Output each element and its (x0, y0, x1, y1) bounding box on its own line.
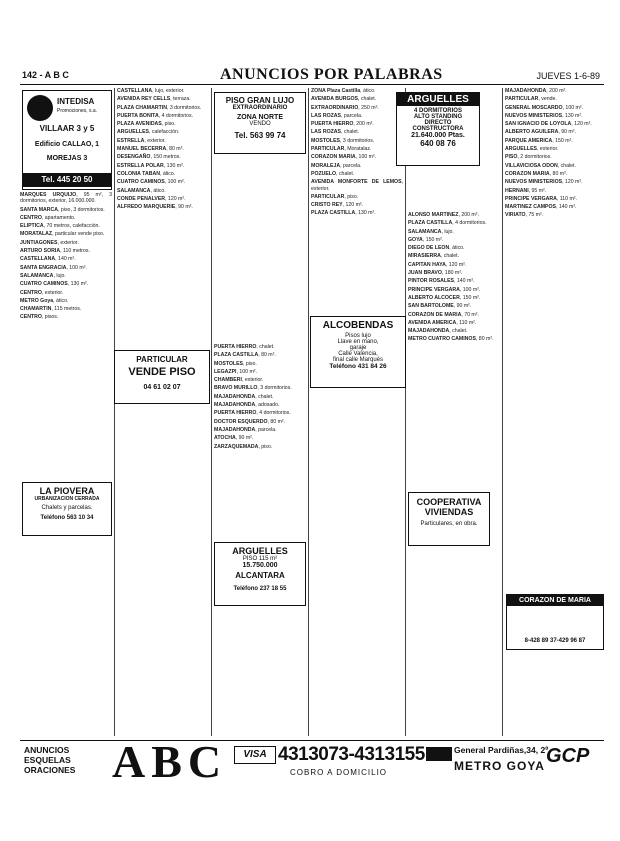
classified-ad: CAPITAN HAYA, 120 m². (408, 261, 467, 268)
classified-ad: DESENGAÑO, 150 metros. (117, 154, 181, 161)
intedisa-logo (27, 95, 53, 121)
ad-line: CORAZON DE MARIA (507, 595, 603, 606)
classified-ad: MIRASIERRA, chalet. (408, 253, 460, 260)
column-rule (502, 88, 503, 736)
ad-line: CONSTRUCTORA (412, 126, 464, 132)
ad-line: VENDO (249, 121, 271, 127)
classified-ad: JUNTIAGONES, exterior. (20, 239, 79, 246)
ad-line: ARGUELLES (232, 546, 288, 556)
intedisa-line: Edificio CALLAO, 1 (34, 141, 100, 148)
ad-line: URBANIZACION CERRADA (34, 496, 100, 502)
ad-line: LA PIOVERA (39, 486, 95, 496)
classified-ad: CUATRO CAMINOS, 130 m². (20, 281, 89, 288)
classified-ad: PISO, 2 dormitorios. (505, 154, 552, 161)
ad-phone: 640 08 76 (420, 139, 456, 148)
ad-line: ALTO STANDING (413, 114, 463, 120)
classified-ad: DIEGO DE LEON, ático. (408, 245, 465, 252)
classified-ad: PINTOR ROSALES, 140 m². (408, 278, 475, 285)
ad-intedisa (22, 90, 112, 190)
classified-ad: MAJADAHONDA, chalet. (214, 393, 274, 400)
classified-ad: SANTA ENGRACIA, 100 m². (20, 264, 87, 271)
classified-ad: SALAMANCA, lujo. (408, 228, 454, 235)
classified-ad: PUERTA HIERRO, 200 m². (311, 121, 374, 128)
ad-line: 15.750.000 (242, 562, 278, 569)
ad-arguelles-alcantara (214, 542, 306, 606)
footer-address: General Pardiñas,34, 2º (454, 745, 549, 755)
ad-line: ARGUELLES (397, 93, 479, 106)
ad-line: Pisos lujo (345, 333, 371, 339)
classified-ad: EXTRAORDINARIO, 250 m². (311, 104, 379, 111)
classified-ad: VIRIATO, 75 m². (505, 212, 544, 219)
footer-category: ESQUELAS (24, 755, 71, 765)
classified-ad: SALAMANCA, lujo. (20, 272, 66, 279)
ad-line: PARTICULAR (136, 355, 188, 364)
classified-ad: CRISTO REY, 120 m². (311, 202, 364, 209)
classified-ad: METRO CUATRO CAMINOS, 80 m². (408, 336, 494, 343)
ad-arguelles (396, 92, 480, 166)
classified-ad: MANUEL BECERRA, 80 m². (117, 146, 184, 153)
page-footer (20, 736, 604, 787)
gcp-logo: GCP (546, 745, 590, 767)
classified-ad: SAN IGNACIO DE LOYOLA, 120 m². (505, 121, 592, 128)
footer-category: ANUNCIOS (24, 745, 70, 755)
column-3 (214, 344, 306, 736)
classified-ad: ZARZAQUEMADA, piso. (214, 443, 273, 450)
classified-ad: PRINCIPE VERGARA, 110 m². (505, 195, 577, 202)
classified-ad: PRINCIPE VERGARA, 100 m². (408, 286, 481, 293)
classified-ad: NUEVOS MINISTERIOS, 130 m². (505, 112, 583, 119)
classified-ad: CASTELLANA, 140 m². (20, 256, 76, 263)
ad-line: ZONA NORTE (236, 114, 284, 121)
classified-ad: PARTICULAR, vende. (505, 96, 557, 103)
classified-ad: JUAN BRAVO, 180 m². (408, 270, 463, 277)
classified-ad: SAN BARTOLOME, 90 m². (408, 303, 472, 310)
ad-line: 4 DORMITORIOS (414, 108, 462, 114)
card-logo-icon (426, 747, 452, 761)
classified-ad: AVENIDA BURGOS, chalet. (311, 96, 377, 103)
page-title: ANUNCIOS POR PALABRAS (220, 66, 443, 83)
ad-line: COOPERATIVA (416, 497, 482, 507)
ad-phone: 04 61 02 07 (143, 384, 181, 391)
classified-ad: ELIPTICA, 70 metros, calefacción. (20, 223, 100, 230)
classified-ad: AVENIDA AMERICA, 110 m². (408, 319, 477, 326)
ad-line: DIRECTO (424, 120, 452, 126)
classified-ad: LAS ROZAS, chalet. (311, 129, 360, 136)
footer-metro: METRO GOYA (454, 759, 545, 773)
ad-line: VIVIENDAS (424, 507, 474, 517)
classified-ad: MAJADAHONDA, adosado. (214, 402, 280, 409)
ad-line: garaje (349, 345, 367, 351)
classified-ad: NUEVOS MINISTERIOS, 120 m². (505, 179, 583, 186)
ad-line: 21.640.000 Ptas. (411, 132, 465, 139)
intedisa-brand: INTEDISA (57, 97, 95, 106)
classified-ad: CENTRO, apartamento. (20, 214, 76, 221)
ad-particular-vende-piso (114, 350, 210, 404)
classified-ad: PLAZA CASTILLA, 4 dormitorios. (408, 220, 487, 227)
column-rule (405, 88, 406, 736)
classified-ad: MARTINEZ CAMPOS, 140 m². (505, 204, 577, 211)
ad-line: VENDE PISO (128, 366, 196, 378)
column-rule (211, 88, 212, 736)
intedisa-line: VILLAAR 3 y 5 (39, 124, 95, 133)
classified-ad: PUERTA HIERRO, 4 dormitorios. (214, 410, 291, 417)
visa-card-logo: VISA (234, 746, 276, 764)
classified-ad: GENERAL MOSCARDO, 100 m². (505, 104, 584, 111)
ad-alcobendas (310, 316, 406, 388)
classified-ad: PLAZA CASTILLA, 80 m². (214, 352, 276, 359)
footer-phones: 4313073-4313155 (278, 744, 425, 765)
classified-ad: CORAZON MARIA, 100 m². (311, 154, 377, 161)
classified-ad: PUERTA BONITA, 4 dormitorios. (117, 112, 194, 119)
column-2 (117, 88, 209, 736)
classified-ad: ESTRELLA POLAR, 130 m². (117, 162, 185, 169)
page-date: JUEVES 1-6-89 (536, 71, 600, 81)
ad-phone: Tel. 563 99 74 (234, 131, 286, 140)
classified-ad: ESTRELLA, exterior. (117, 137, 166, 144)
classified-ad: MARQUES URQUIJO, 95 m², 3 dormitorios, exterior, 16.000.000. (20, 192, 112, 205)
classified-ad: AVENIDA REY CELLS, terraza. (117, 96, 191, 103)
classified-ad: LEGAZPI, 100 m². (214, 368, 257, 375)
ad-line: ALCOBENDAS (322, 320, 394, 331)
classified-ad: PARTICULAR, Moratalaz. (311, 146, 372, 153)
ad-line: EXTRAORDINARIO (232, 105, 288, 111)
classified-ad: ARTURO SORIA, 110 metros. (20, 248, 90, 255)
classified-ad: ZONA Plaza Castilla, ático. (311, 88, 376, 94)
classified-ad: ATOCHA, 90 m². (214, 435, 254, 442)
classified-ad: CENTRO, exterior. (20, 289, 64, 296)
ad-cooperativa (408, 492, 490, 546)
classified-ad: CORAZON DE MARIA, 70 m². (408, 311, 479, 318)
classified-ad: ALFREDO MARQUERIE, 90 m². (117, 204, 193, 211)
ad-phone: Teléfono 563 10 34 (40, 515, 94, 521)
classified-ad: MAJADAHONDA, 200 m². (505, 88, 567, 94)
intedisa-phone: Tel. 445 20 50 (23, 173, 111, 187)
column-rule (308, 88, 309, 736)
ad-phone: 8-428 89 37-429 96 87 (524, 638, 586, 644)
classified-ad: PARTICULAR, piso. (311, 193, 359, 200)
classified-ad: ALBERTO AGUILERA, 90 m². (505, 129, 576, 136)
ad-phone: Teléfono 431 84 26 (329, 363, 387, 370)
ad-la-piovera (22, 482, 112, 536)
classified-ad: PARQUE AMERICA, 150 m². (505, 137, 573, 144)
classified-ad: BRAVO MURILLO, 3 dormitorios. (214, 385, 292, 392)
column-rule (114, 88, 115, 736)
classified-ad: CONDE PENALVER, 120 m². (117, 195, 186, 202)
classified-ad: CHAMBERI, exterior. (214, 377, 264, 384)
abc-logo: ABC (112, 736, 228, 787)
column-1 (20, 192, 112, 736)
ad-line: final calle Marqués (332, 357, 384, 363)
intedisa-line: MOREJAS 3 (46, 155, 88, 162)
classified-ad: GOYA, 150 m². (408, 236, 444, 243)
classified-ad: DOCTOR ESQUERDO, 80 m². (214, 418, 286, 425)
classified-ad: ARGUELLES, exterior. (505, 146, 559, 153)
ad-line: Particulares, en obra. (420, 521, 478, 527)
classified-ad: ALONSO MARTINEZ, 200 m². (408, 212, 479, 218)
footer-category: ORACIONES (24, 765, 76, 775)
classified-ad: LAS ROZAS, parcela. (311, 112, 363, 119)
classified-ad: MORALEJA, parcela. (311, 162, 362, 169)
classified-ad: CORAZON MARIA, 80 m². (505, 170, 568, 177)
ad-line: PISO 115 m² (242, 556, 278, 562)
classified-ad: PLAZA CHAMARTIN, 3 dormitorios. (117, 104, 202, 111)
page-number: 142 - A B C (22, 70, 69, 80)
classified-ad: MAJADAHONDA, parcela. (214, 426, 277, 433)
page-header (20, 66, 604, 85)
classified-ad: VILLAVICIOSA ODON, chalet. (505, 162, 576, 169)
classified-ad: ARGUELLES, calefacción. (117, 129, 180, 136)
classified-ad: AVENIDA MONFORTE DE LEMOS, exterior. (311, 179, 403, 192)
classified-ad: PLAZA CASTILLA, 130 m². (311, 210, 376, 217)
classified-ad: ALBERTO ALCOCER, 150 m². (408, 294, 481, 301)
ad-line: ALCANTARA (235, 571, 285, 580)
classified-ad: MOSTOLES, piso. (214, 360, 257, 367)
classified-ad: CENTRO, pisos. (20, 314, 59, 321)
footer-categories (24, 745, 75, 775)
intedisa-sub: Promociones, s.a. (57, 108, 98, 114)
column-4 (311, 88, 403, 736)
ad-line: PISO GRAN LUJO (225, 96, 295, 105)
ad-piso-gran-lujo (214, 92, 306, 154)
classified-ad: CASTELLANA, lujo, exterior. (117, 88, 185, 94)
classified-ad: COLONIA TABAN, ático. (117, 170, 176, 177)
classified-ad: CHAMARTIN, 115 metros. (20, 306, 82, 313)
classified-ad: PUERTA HIERRO, chalet. (214, 344, 275, 350)
footer-cobro: COBRO A DOMICILIO (290, 768, 388, 777)
classified-ad: MOSTOLES, 3 dormitorios. (311, 137, 375, 144)
classified-ad: PLAZA AVENIDAS, piso. (117, 121, 176, 128)
ad-line: Llave en mano, (337, 339, 379, 345)
ad-corazon-de-maria (506, 594, 604, 650)
classified-ad: HERNANI, 95 m². (505, 187, 547, 194)
classified-ad: SANTA MARCA, piso, 3 dormitorios. (20, 206, 105, 213)
ad-line: Chalets y parcelas. (41, 505, 93, 511)
column-5 (408, 212, 500, 736)
classified-ad: MORATALAZ, particular vende piso. (20, 231, 105, 238)
classified-ad: SALAMANCA, ático. (117, 187, 166, 194)
ad-phone: Teléfono 237 18 55 (233, 586, 287, 592)
classified-ad: MAJADAHONDA, chalet. (408, 328, 468, 335)
classified-ad: POZUELO, chalet. (311, 170, 355, 177)
ad-line: Calle Valencia, (338, 351, 378, 357)
classified-ad: CUATRO CAMINOS, 100 m². (117, 179, 186, 186)
classified-ad: METRO Goya, ático. (20, 297, 69, 304)
